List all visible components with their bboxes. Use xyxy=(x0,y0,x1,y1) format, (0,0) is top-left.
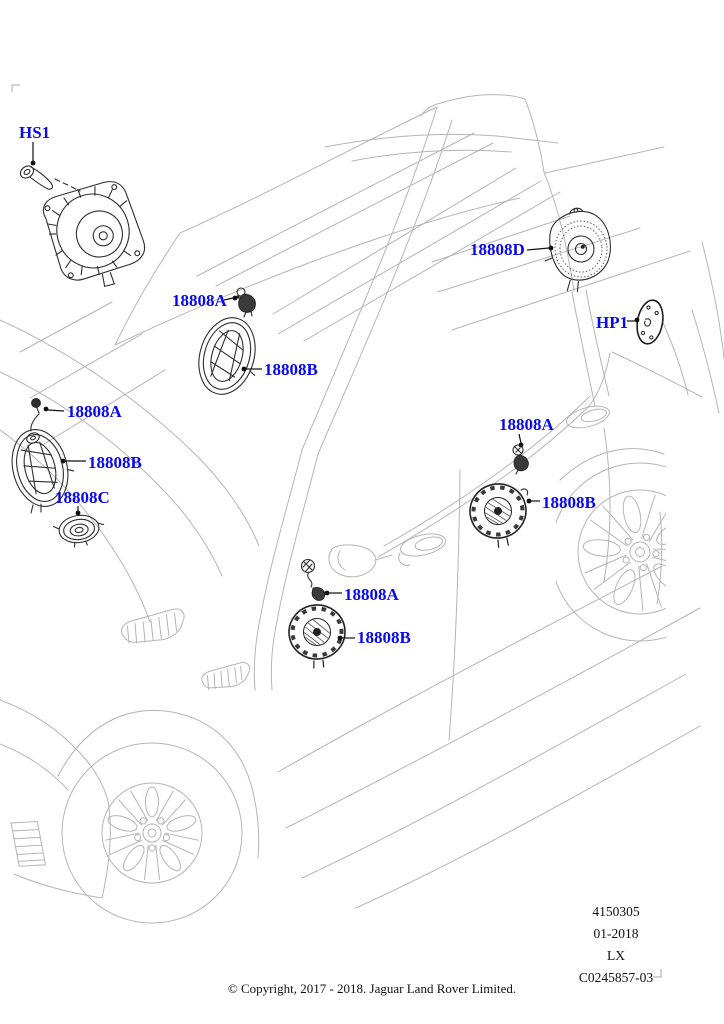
screw-illustration-hs1 xyxy=(18,163,52,189)
part-callout-18808a-roof[interactable]: 18808A xyxy=(172,291,227,310)
rear-wheel xyxy=(551,463,724,641)
part-callout-18808b-roof[interactable]: 18808B xyxy=(264,360,318,379)
part-callout-18808a-right[interactable]: 18808A xyxy=(499,415,554,434)
part-callout-18808b-left[interactable]: 18808B xyxy=(88,453,142,472)
part-callout-18808d[interactable]: 18808D xyxy=(470,240,525,259)
roof-speaker-illustration xyxy=(190,311,268,402)
leader-lines xyxy=(31,142,640,640)
front-door-handle xyxy=(398,530,447,560)
part-callout-18808a-front[interactable]: 18808A xyxy=(344,585,399,604)
pointer-dashed-line xyxy=(55,179,80,191)
amplifier-plate-illustration xyxy=(634,298,666,346)
car-body-lines xyxy=(0,95,724,923)
woofer-illustration xyxy=(52,512,106,549)
sheet-date: 01-2018 xyxy=(593,926,639,941)
fender-vent xyxy=(119,599,191,656)
part-callout-18808b-right[interactable]: 18808B xyxy=(542,493,596,512)
sheet-drawing-code: C0245857-03 xyxy=(578,970,654,985)
tweeter-illustration-front-door xyxy=(302,560,325,601)
sheet-info-block xyxy=(546,901,686,989)
part-callout-18808c[interactable]: 18808C xyxy=(55,488,110,507)
part-callout-hs1[interactable]: HS1 xyxy=(19,123,51,142)
grille-slats xyxy=(10,818,46,871)
part-callout-hp1[interactable]: HP1 xyxy=(596,313,629,332)
tweeter-illustration-right xyxy=(513,445,528,474)
tweeter-illustration-roof xyxy=(236,288,255,317)
screw-illustration-left xyxy=(25,399,41,445)
subwoofer-speaker-illustration xyxy=(37,174,154,300)
sheet-model-code: LX xyxy=(607,948,625,963)
copyright-notice: © Copyright, 2017 - 2018. Jaguar Land Rover Limited. xyxy=(227,981,517,996)
fender-vent xyxy=(200,655,255,699)
crop-mark-top-left xyxy=(12,85,20,92)
sheet-number: 4150305 xyxy=(592,904,640,919)
part-callout-18808a-left[interactable]: 18808A xyxy=(67,402,122,421)
part-callout-18808b-front[interactable]: 18808B xyxy=(357,628,411,647)
